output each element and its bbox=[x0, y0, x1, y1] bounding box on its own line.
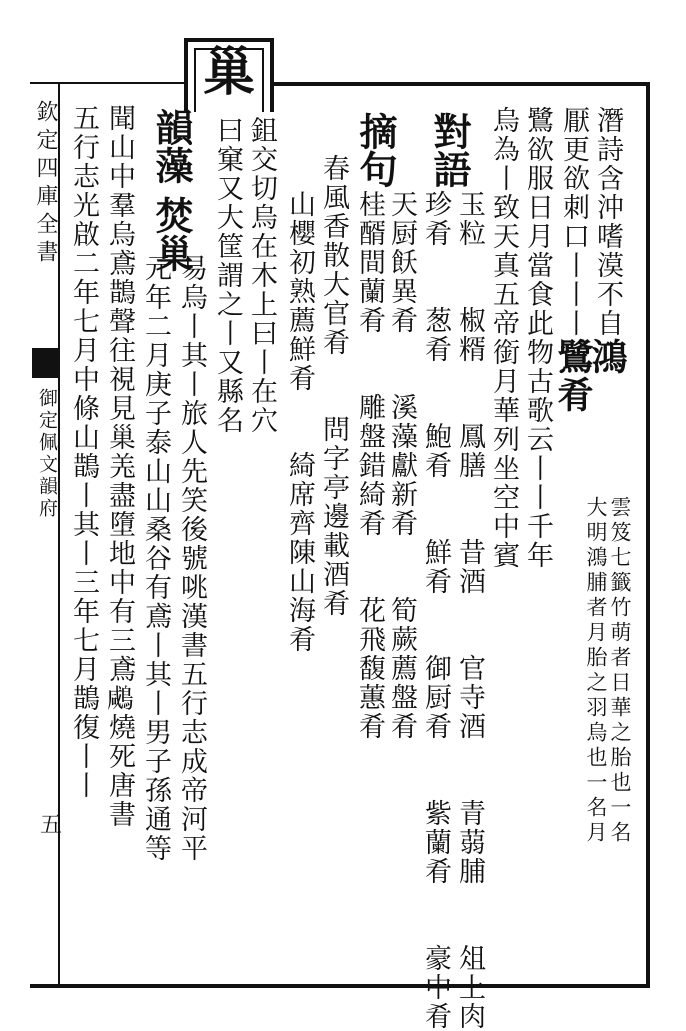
column-c2 bbox=[552, 106, 594, 414]
column-text: 聞山中羣烏鳶鵲聲往視見巢𦍑盡墮地中有三鳶𪂶燒死唐書 bbox=[104, 104, 135, 829]
frame-top-rule-left bbox=[30, 82, 184, 84]
headword-fen-chao: 焚巢 bbox=[149, 196, 194, 272]
column-text: 鉏交切烏在木上曰丨在穴 bbox=[246, 116, 277, 435]
headword-large: 鷺肴 bbox=[552, 338, 594, 414]
column-text: 山櫻初熟薦鮮肴 綺席齊陳山海肴 bbox=[284, 190, 315, 654]
column-c11 bbox=[244, 116, 278, 435]
column-c12 bbox=[210, 116, 244, 435]
column-text: 鷺欲服日月當食此物古歌云丨丨千年 bbox=[522, 106, 553, 570]
column-text: 元年二月庚子泰山山桑谷有鳶丨其丨男子孫通等 bbox=[140, 254, 171, 863]
headword-large: 鴻 bbox=[586, 338, 628, 376]
column-note: 雲笈七籤竹萌者日華之胎也一名 bbox=[608, 496, 632, 846]
section-heading-zhai-ju: 摘句 bbox=[353, 112, 398, 188]
header-tab-char: 巢 bbox=[202, 42, 255, 103]
column-note: 大明鴻脯者月胎之羽烏也一名月 bbox=[584, 496, 608, 846]
header-tab bbox=[184, 38, 274, 112]
frame-bottom-rule bbox=[30, 984, 650, 988]
column-c4 bbox=[486, 106, 520, 570]
column-text: 潛詩含沖嗜漠不自 bbox=[592, 106, 623, 338]
column-text: 春風香散大官肴 問字亭邊載酒肴 bbox=[318, 154, 349, 618]
column-c6 bbox=[418, 190, 452, 1031]
section-heading-dui-yu: 對語 bbox=[427, 112, 472, 188]
column-text: 桂醑間蘭肴 雕盤錯綺肴 花飛馥蕙肴 bbox=[354, 190, 385, 741]
column-c7 bbox=[384, 190, 418, 741]
column-c15 bbox=[102, 104, 136, 829]
page-number: 五 bbox=[40, 813, 63, 838]
frame-top-rule bbox=[266, 82, 650, 86]
column-text: 厭更欲刺口丨丨丨 bbox=[558, 106, 589, 338]
section-heading-yun-zao: 韻藻 bbox=[149, 108, 194, 184]
column-c1-note bbox=[608, 496, 632, 846]
column-c13 bbox=[174, 254, 208, 863]
column-text: 易烏丨其丨旅人先笑後號咷漢書五行志成帝河平 bbox=[176, 254, 207, 863]
column-c8 bbox=[352, 190, 386, 741]
column-c9 bbox=[316, 154, 350, 618]
column-text: 烏為丨致天真五帝銜月華列坐空中賓 bbox=[488, 106, 519, 570]
column-c16 bbox=[66, 104, 100, 800]
column-c3 bbox=[520, 106, 554, 570]
library-title: 欽定四庫全書 bbox=[33, 100, 58, 268]
frame-right-rule bbox=[646, 82, 650, 988]
column-c10 bbox=[282, 190, 316, 654]
margin-fishtail-mark bbox=[32, 348, 58, 378]
column-text: 天厨飫異肴 溪藻獻新肴 筍蕨薦盤肴 bbox=[386, 190, 417, 741]
book-title: 御定佩文韻府 bbox=[36, 388, 58, 520]
column-c5 bbox=[452, 190, 486, 1031]
column-text: 五行志光啟二年七月中條山鵲丨其丨三年七月鵲復丨丨 bbox=[68, 104, 99, 800]
column-text: 玉粒 椒糈 鳳膳 昔酒 官寺酒 青蒻脯 俎上肉 bbox=[454, 190, 485, 1031]
column-c2-note bbox=[584, 496, 608, 846]
column-c14 bbox=[138, 254, 172, 863]
column-c1 bbox=[586, 106, 628, 376]
column-text: 珍肴 葱肴 鮑肴 鮮肴 御厨肴 紫蘭肴 豪中肴 bbox=[420, 190, 451, 1031]
column-text: 曰窠又大筐謂之丨又縣名 bbox=[212, 116, 243, 435]
